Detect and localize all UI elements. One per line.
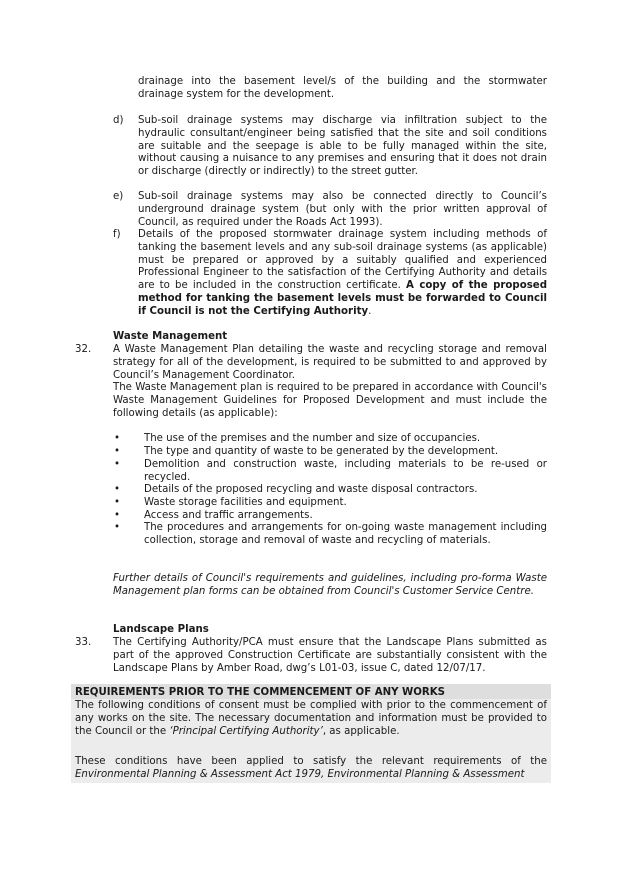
waste-number: 32.	[75, 344, 92, 355]
requirements-p1-start: The following conditions of consent must be complied with prior to the commencement of any works on the site. The necessary documentation and information must be provided to the Council or the	[75, 700, 547, 737]
condition-f-body: Details of the proposed stormwater drainage system including methods of tanking the basement levels and any sub-soil drainage systems (as applicable) must be prepared or approved by a suitably qualified and experienced Professional Engineer to the satisfaction of the Certifying Authority and details are to be included in the construction certificate.	[138, 229, 547, 292]
condition-c-line-2: drainage system for the development.	[138, 88, 335, 100]
condition-e-text: Sub-soil drainage systems may also be connected directly to Council’s underground drainage system (but only with the prior written approval of Council, as required under the Roads Act 1993).	[138, 191, 547, 228]
condition-f-bold: A copy of the proposed method for tanking the basement levels must be forwarded to Council if Council is not the Certifying Authority	[138, 280, 547, 317]
bullet-item: The type and quantity of waste to be generated by the development.	[144, 446, 499, 457]
condition-c-continuation	[138, 76, 547, 102]
landscape-number: 33.	[75, 637, 92, 648]
requirements-paragraph-2	[75, 756, 547, 782]
condition-d-label: d)	[113, 115, 124, 126]
waste-heading: Waste Management	[113, 331, 228, 342]
bullet-item: Access and traffic arrangements.	[144, 510, 313, 521]
waste-paragraph-2: The Waste Management plan is required to be prepared in accordance with Council's Waste Management Guidelines for Proposed Development and must include the following details (as applicable):	[113, 382, 547, 419]
landscape-text: The Certifying Authority/PCA must ensure that the Landscape Plans submitted as part of the approved Construction Certificate are substantially consistent with the Landscape Plans by Amber Road, dwg’s L01-03, issue C, dated 12/07/17.	[113, 637, 547, 674]
bullet-glyph: •	[114, 522, 121, 533]
requirements-p2-italic: Environmental Planning & Assessment Act 1979, Environmental Planning & Assessment	[75, 768, 525, 780]
waste-note: Further details of Council's requirements and guidelines, including pro-forma Waste Management plan forms can be obtained from Council's Customer Service Centre.	[113, 573, 547, 597]
requirements-p2-start: These conditions have been applied to satisfy the relevant requirements of the	[75, 756, 547, 767]
bullet-glyph: •	[114, 433, 121, 444]
bullet-glyph: •	[114, 510, 121, 521]
bullet-item: The use of the premises and the number and size of occupancies.	[144, 433, 481, 444]
condition-f-label: f)	[113, 229, 121, 240]
landscape-heading: Landscape Plans	[113, 624, 209, 635]
requirements-heading: REQUIREMENTS PRIOR TO THE COMMENCEMENT OF ANY WORKS	[75, 687, 446, 698]
bullet-item: Details of the proposed recycling and waste disposal contractors.	[144, 484, 478, 495]
condition-f-end: .	[368, 305, 372, 317]
condition-f-text	[138, 229, 547, 319]
requirements-p1-italic: ‘Principal Certifying Authority’	[169, 725, 323, 737]
bullet-glyph: •	[114, 497, 121, 508]
requirements-p1-end: , as applicable.	[322, 725, 400, 737]
condition-c-line-1: drainage into the basement level/s of the building and the stormwater	[138, 76, 547, 87]
waste-paragraph-1: A Waste Management Plan detailing the waste and recycling storage and removal strategy for all of the development, is required to be submitted to and approved by Council’s Management Coordinator.	[113, 344, 547, 381]
condition-d-text: Sub-soil drainage systems may discharge via infiltration subject to the hydraulic consultant/engineer being satisfied that the site and soil conditions are suitable and the seepage is able to be fully managed within the site, without causing a nuisance to any premises and ensuring that it does not drain or discharge (directly or indirectly) to the street gutter.	[138, 115, 547, 178]
requirements-paragraph-1	[75, 700, 547, 738]
bullet-glyph: •	[114, 459, 121, 470]
bullet-item: Waste storage facilities and equipment.	[144, 497, 347, 508]
bullet-glyph: •	[114, 484, 121, 495]
bullet-item: Demolition and construction waste, including materials to be re-used or recycled.	[144, 459, 547, 483]
bullet-glyph: •	[114, 446, 121, 457]
bullet-item: The procedures and arrangements for on-going waste management including collection, storage and removal of waste and recycling of materials.	[144, 522, 547, 546]
condition-e-label: e)	[113, 191, 124, 202]
